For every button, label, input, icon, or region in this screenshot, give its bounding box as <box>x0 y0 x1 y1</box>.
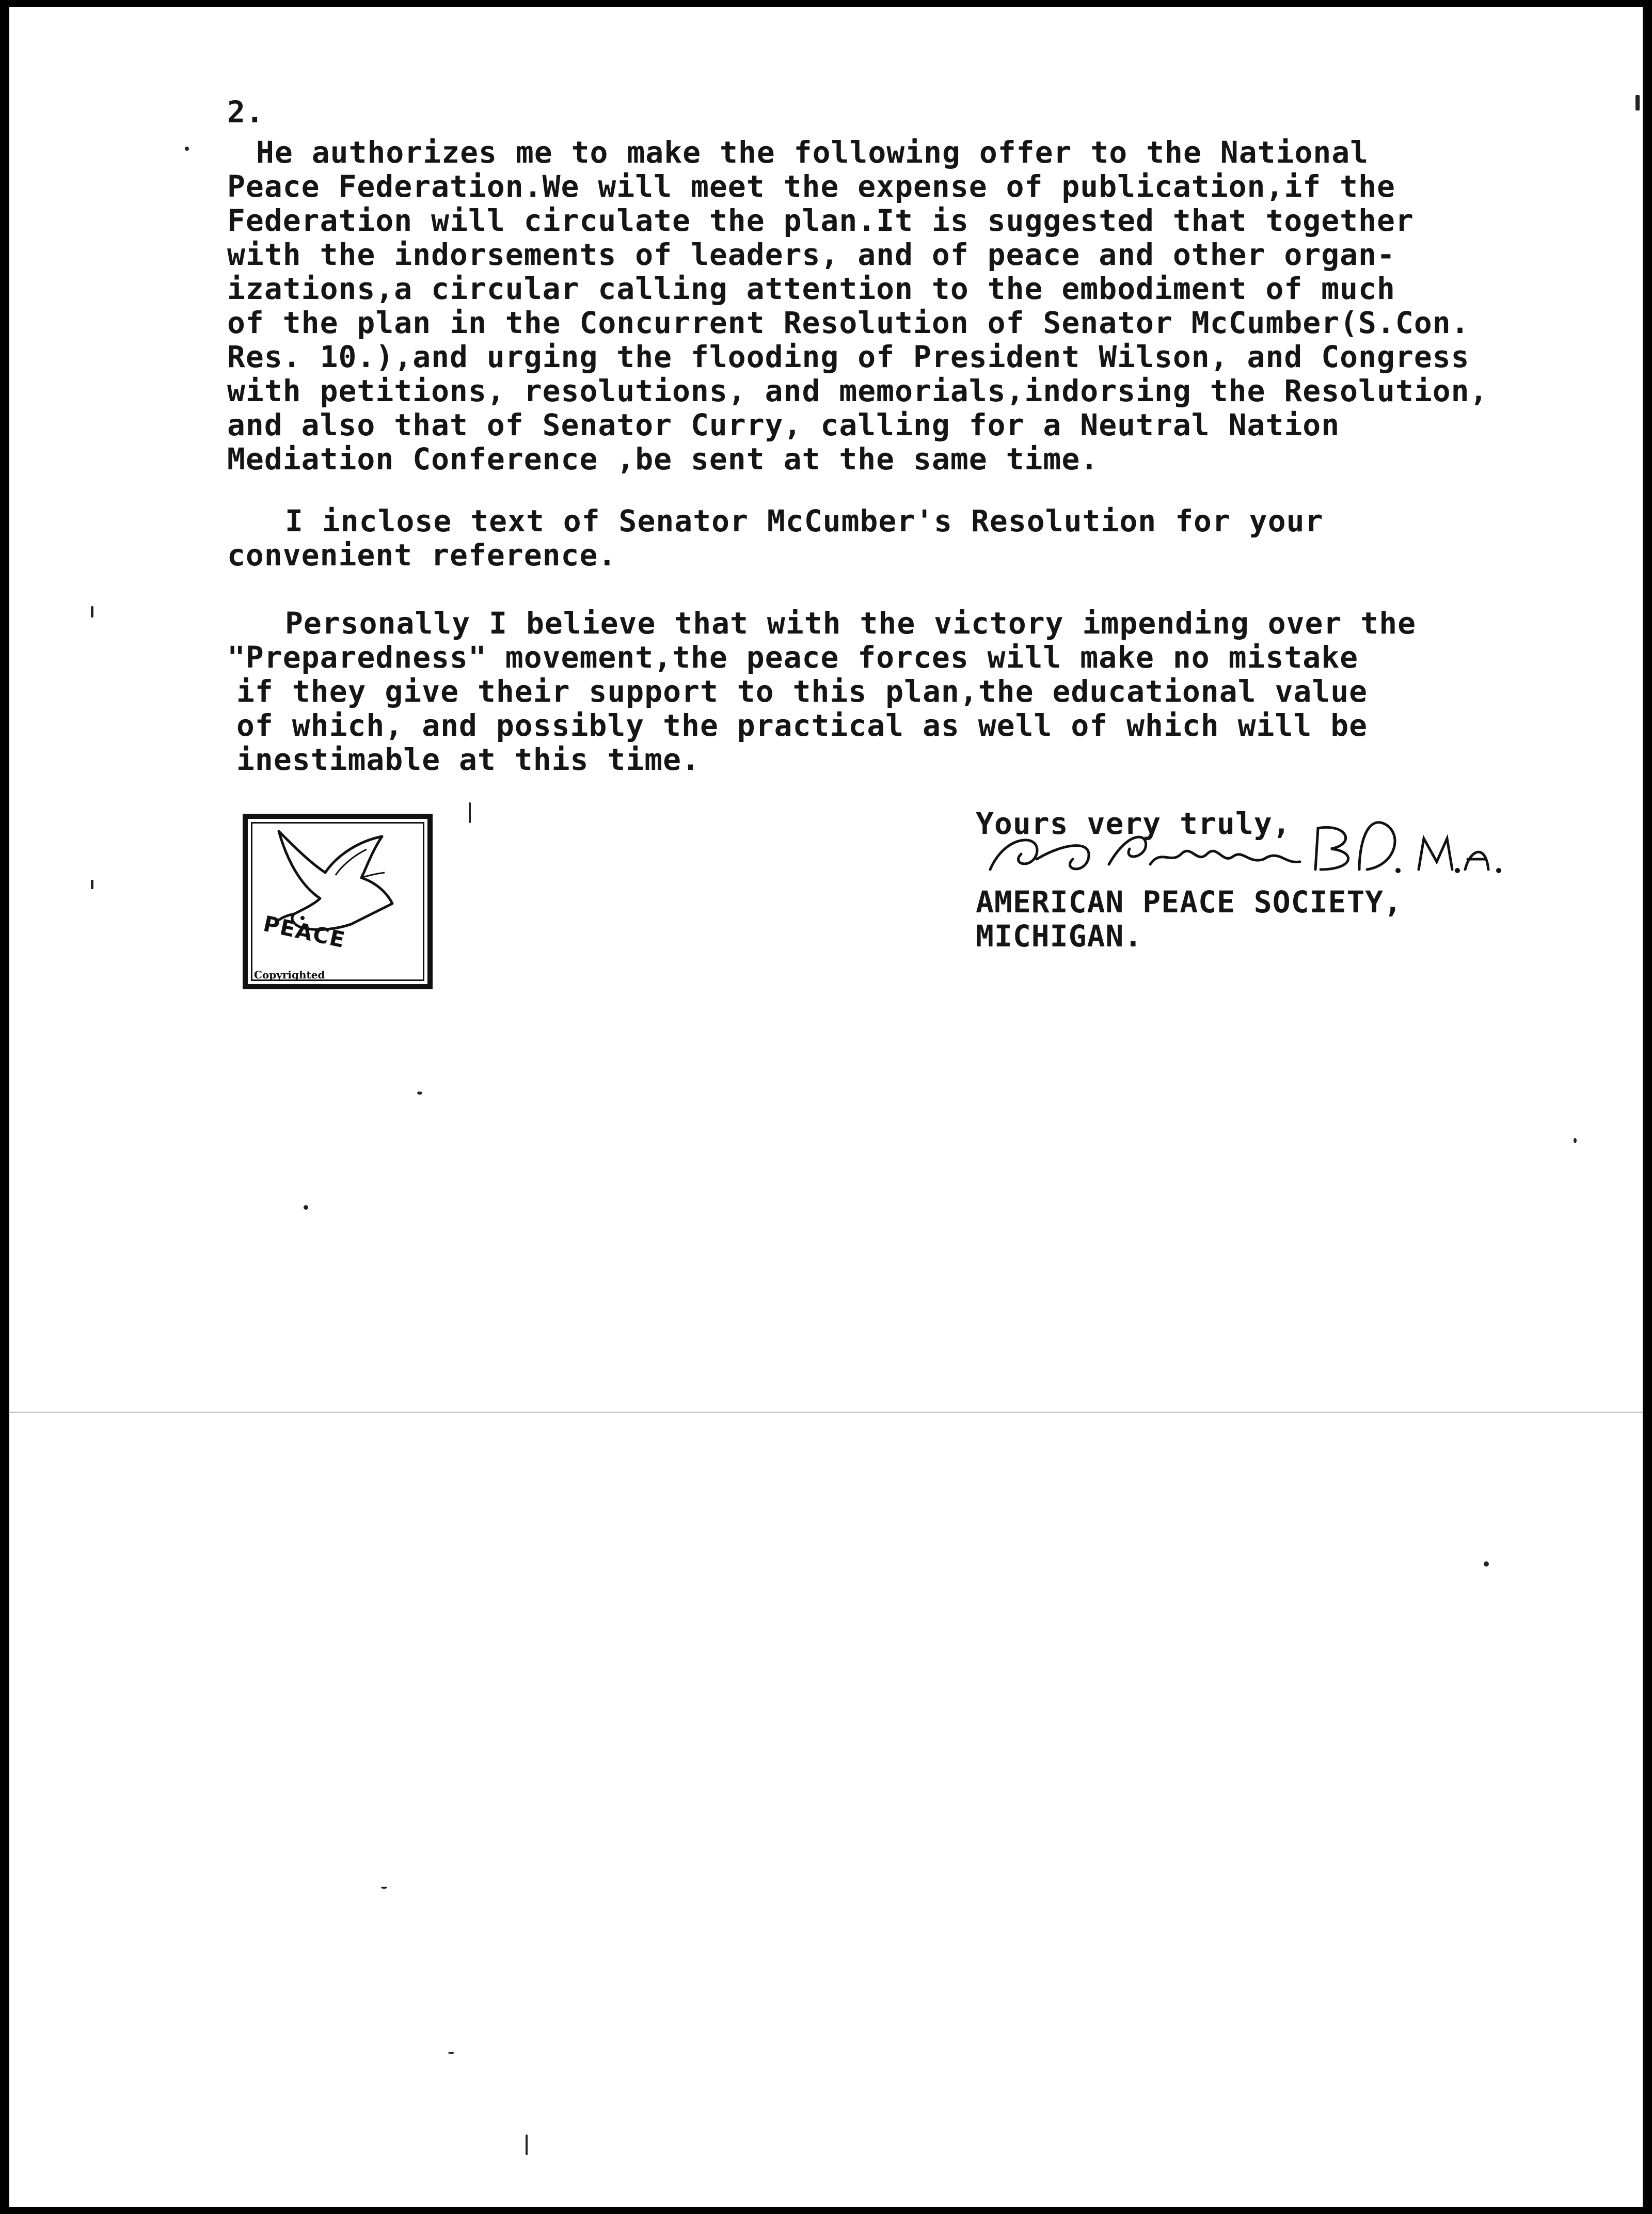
paragraph-line: He authorizes me to make the following offer to the National <box>256 135 1369 170</box>
paragraph-line: Federation will circulate the plan.It is suggested that together <box>227 203 1414 238</box>
paragraph-enclosure <box>227 504 1323 572</box>
organization-line: AMERICAN PEACE SOCIETY, <box>976 884 1403 920</box>
speck <box>381 1887 387 1889</box>
paragraph-line: of the plan in the Concurrent Resolution of Senator McCumber(S.Con. <box>227 305 1470 340</box>
paragraph-line: Mediation Conference ,be sent at the same time. <box>227 441 1099 477</box>
paragraph-line: if they give their support to this plan,the educational value <box>236 674 1368 709</box>
stamp-copyright: Copyrighted <box>254 969 325 981</box>
paragraph-line: of which, and possibly the practical as well of which will be <box>236 708 1368 743</box>
speck <box>526 2134 528 2155</box>
closing: Yours very truly, <box>976 806 1291 841</box>
fold-line <box>9 1412 1643 1413</box>
paragraph-line: Res. 10.),and urging the flooding of President Wilson, and Congress <box>227 339 1470 374</box>
peace-stamp <box>243 814 433 989</box>
paragraph-line: izations,a circular calling attention to the embodiment of much <box>227 271 1395 306</box>
letter-sheet <box>9 7 1643 2207</box>
paragraph-line: and also that of Senator Curry, calling for a Neutral Nation <box>227 407 1340 442</box>
speck <box>1484 1561 1489 1567</box>
paragraph-line: convenient reference. <box>227 537 617 573</box>
signature <box>975 813 1517 890</box>
paragraph-line: "Preparedness" movement,the peace forces will make no mistake <box>227 640 1359 675</box>
paragraph-line: with petitions, resolutions, and memorials,indorsing the Resolution, <box>227 373 1488 408</box>
stamp-word: PEACE <box>261 911 348 953</box>
speck <box>185 147 189 151</box>
paragraph-line: I inclose text of Senator McCumber's Resolution for your <box>285 503 1324 539</box>
speck <box>1635 95 1640 110</box>
paragraph-offer <box>227 135 1488 476</box>
speck <box>91 606 93 618</box>
speck <box>1574 1138 1577 1143</box>
page-number: 2. <box>227 94 264 130</box>
speck <box>448 2052 454 2054</box>
speck <box>304 1205 308 1210</box>
speck <box>417 1092 422 1095</box>
speck <box>469 802 471 823</box>
paragraph-line: Peace Federation.We will meet the expense of publication,if the <box>227 169 1395 204</box>
paragraph-line: Personally I believe that with the victory impending over the <box>285 606 1417 641</box>
paragraph-line: with the indorsements of leaders, and of peace and other organ- <box>227 237 1395 272</box>
organization-line: MICHIGAN. <box>976 919 1143 954</box>
organization <box>976 885 1402 953</box>
speck <box>91 880 93 889</box>
paragraph-line: inestimable at this time. <box>236 742 700 777</box>
paragraph-opinion <box>227 606 1416 777</box>
